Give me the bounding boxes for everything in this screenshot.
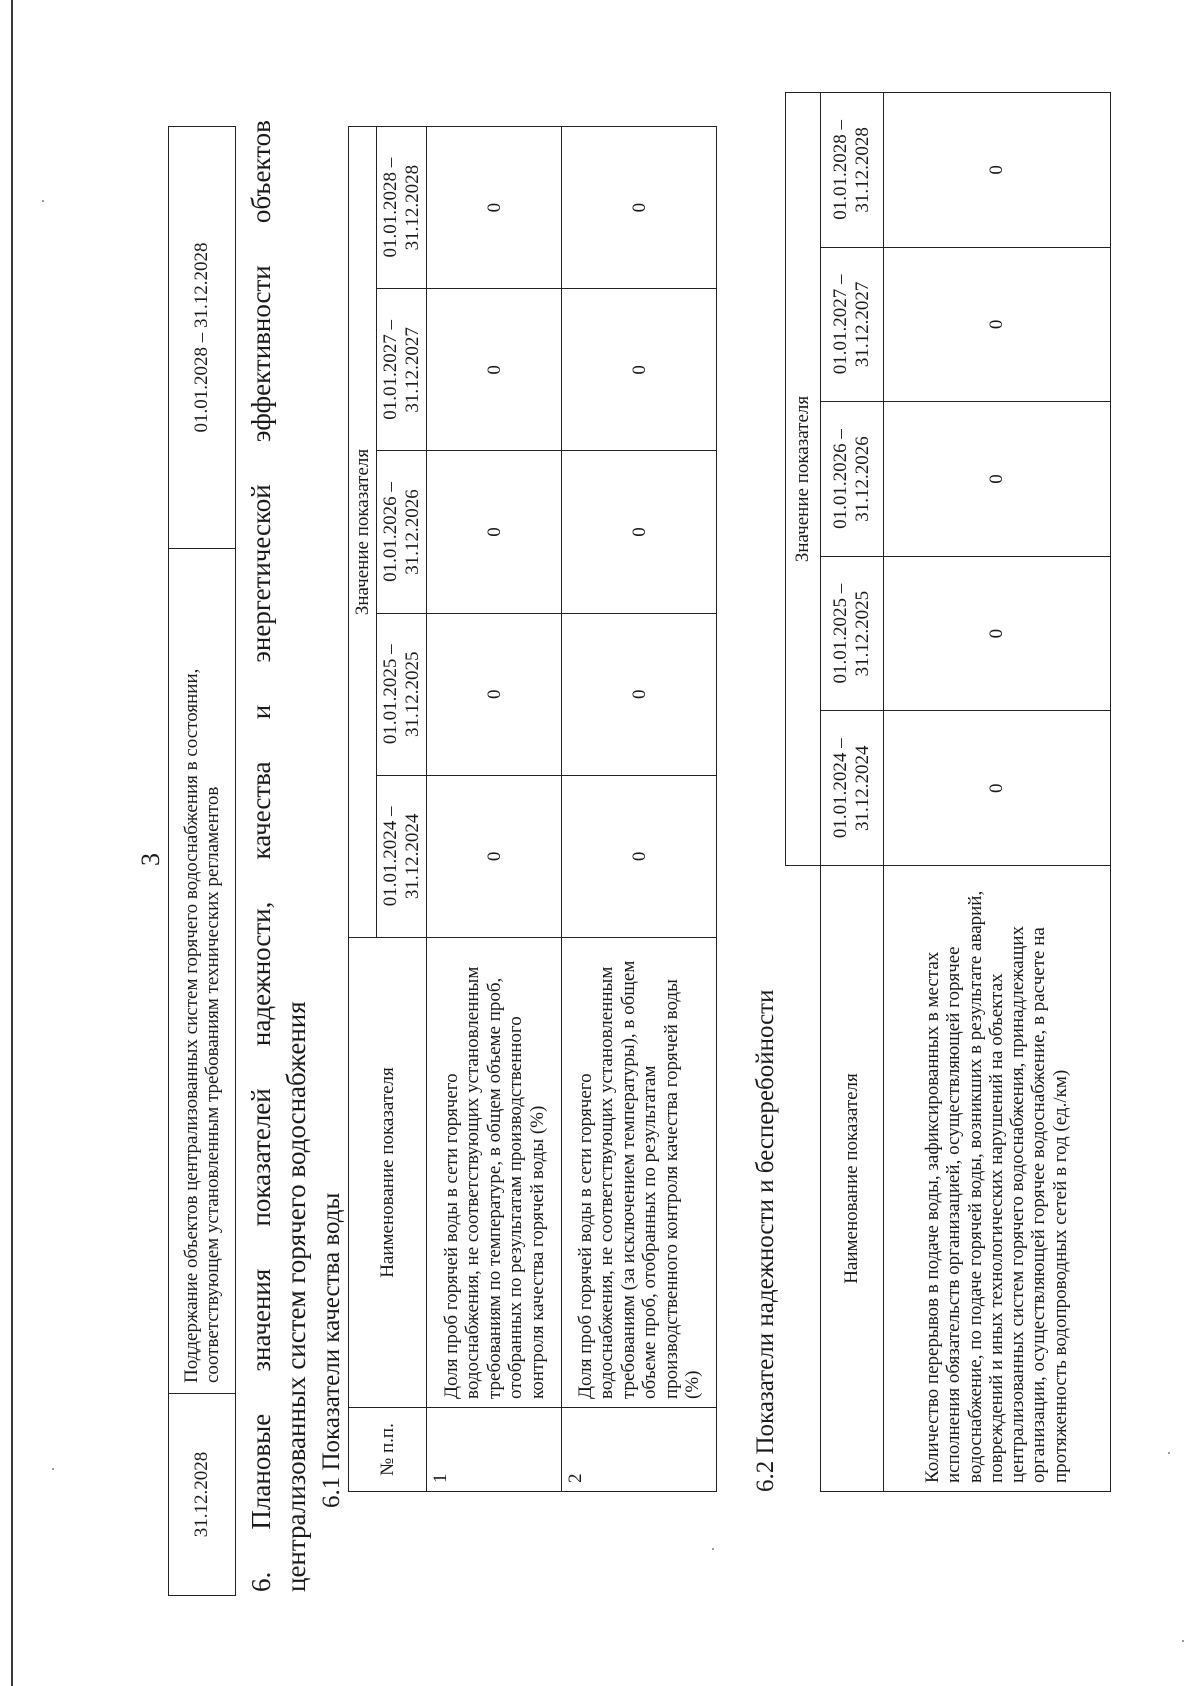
row-value: 0 xyxy=(427,127,562,289)
section-6-heading xyxy=(244,120,313,1592)
table-cell-period: 01.01.2028 – 31.12.2028 xyxy=(169,127,236,549)
table-cell-description: Поддержание объектов централизованных систем горячего водоснабжения в состоянии, соответствующем установленным требованиям технических регламентов xyxy=(169,549,236,1394)
column-header-period: 01.01.2028 – 31.12.2028 xyxy=(377,127,427,289)
quality-heading: 6.1 Показатели качества воды xyxy=(318,1192,345,1508)
row-value: 0 xyxy=(883,556,1110,711)
column-header-value: Значение показателя xyxy=(786,93,821,866)
row-value: 0 xyxy=(883,247,1110,402)
quality-table xyxy=(348,126,717,1492)
page-number: 3 xyxy=(136,853,165,866)
row-value: 0 xyxy=(427,613,562,775)
heading-word: Плановые xyxy=(246,1413,276,1530)
heading-word: энергетической xyxy=(246,484,276,663)
row-value: 0 xyxy=(562,289,717,451)
heading-word: объектов xyxy=(246,120,276,224)
row-value: 0 xyxy=(883,711,1110,866)
column-header-name: Наименование показателя xyxy=(820,866,883,1492)
heading-word: надежности, xyxy=(246,901,276,1047)
heading-word: показателей xyxy=(246,1088,276,1227)
row-value: 0 xyxy=(883,402,1110,557)
row-value: 0 xyxy=(562,451,717,613)
row-value: 0 xyxy=(427,289,562,451)
row-value: 0 xyxy=(883,93,1110,248)
row-name: Доля проб горячей воды в сети горячего водоснабжения, не соответствующих установленным требованиям по температуре, в общем объеме проб, отобранных по результатам производственного контроля качества горячей воды (%) xyxy=(427,938,562,1408)
column-header-period: 01.01.2024 – 31.12.2024 xyxy=(377,775,427,937)
column-header-number: № п.п. xyxy=(349,1408,427,1492)
column-header-period: 01.01.2025 – 31.12.2025 xyxy=(820,556,883,711)
row-name: Доля проб горячей воды в сети горячего водоснабжения, не соответствующих установленным требованиям (за исключением температуры), в общем объеме проб, отобранных по результатам производственного контроля качества горячей воды (%) xyxy=(562,938,717,1408)
column-header-period: 01.01.2026 – 31.12.2026 xyxy=(377,451,427,613)
reliability-heading: 6.2 Показатели надежности и бесперебойности xyxy=(752,989,779,1492)
row-name: Количество перерывов в подаче воды, зафиксированных в местах исполнения обязательств организацией, осуществляющей горячее водоснабжение, по подаче горячей воды, возникших в результате аварий, повреждений и иных технологических нарушений на объектах централизованных систем горячего водоснабжения, принадлежащих организации, осуществляющей горячее водоснабжение, в расчете на протяженность водопроводных сетей в год (ед./км) xyxy=(883,866,1110,1492)
blank-cell xyxy=(786,866,821,1492)
column-header-period: 01.01.2026 – 31.12.2026 xyxy=(820,402,883,557)
section-number: 6. xyxy=(246,1571,276,1592)
row-value: 0 xyxy=(427,451,562,613)
table-row xyxy=(169,127,236,1596)
column-header-name: Наименование показателя xyxy=(349,938,427,1408)
table-header-row xyxy=(820,93,883,1492)
column-header-period: 01.01.2024 – 31.12.2024 xyxy=(820,711,883,866)
column-header-period: 01.01.2028 – 31.12.2028 xyxy=(820,93,883,248)
table-header-row xyxy=(786,93,821,1492)
row-value: 0 xyxy=(562,127,717,289)
table-row xyxy=(562,127,717,1492)
row-value: 0 xyxy=(427,775,562,937)
heading-word: значения xyxy=(246,1268,276,1372)
column-header-period: 01.01.2025 – 31.12.2025 xyxy=(377,613,427,775)
table-cell-date: 31.12.2028 xyxy=(169,1394,236,1596)
column-header-value: Значение показателя xyxy=(349,127,377,938)
column-header-period: 01.01.2027 – 31.12.2027 xyxy=(820,247,883,402)
heading-word: эффективности xyxy=(246,265,276,443)
heading-line-2: централизованных систем горячего водоснабжения xyxy=(280,1001,311,1592)
previous-table-continuation xyxy=(168,126,236,1596)
heading-word: качества xyxy=(246,761,276,860)
reliability-table xyxy=(785,92,1111,1492)
row-value: 0 xyxy=(562,613,717,775)
table-row xyxy=(883,93,1110,1492)
row-value: 0 xyxy=(562,775,717,937)
table-row xyxy=(427,127,562,1492)
row-number: 2 xyxy=(562,1408,717,1492)
table-header-row xyxy=(349,127,377,1492)
column-header-period: 01.01.2027 – 31.12.2027 xyxy=(377,289,427,451)
row-number: 1 xyxy=(427,1408,562,1492)
heading-word: и xyxy=(246,704,276,720)
